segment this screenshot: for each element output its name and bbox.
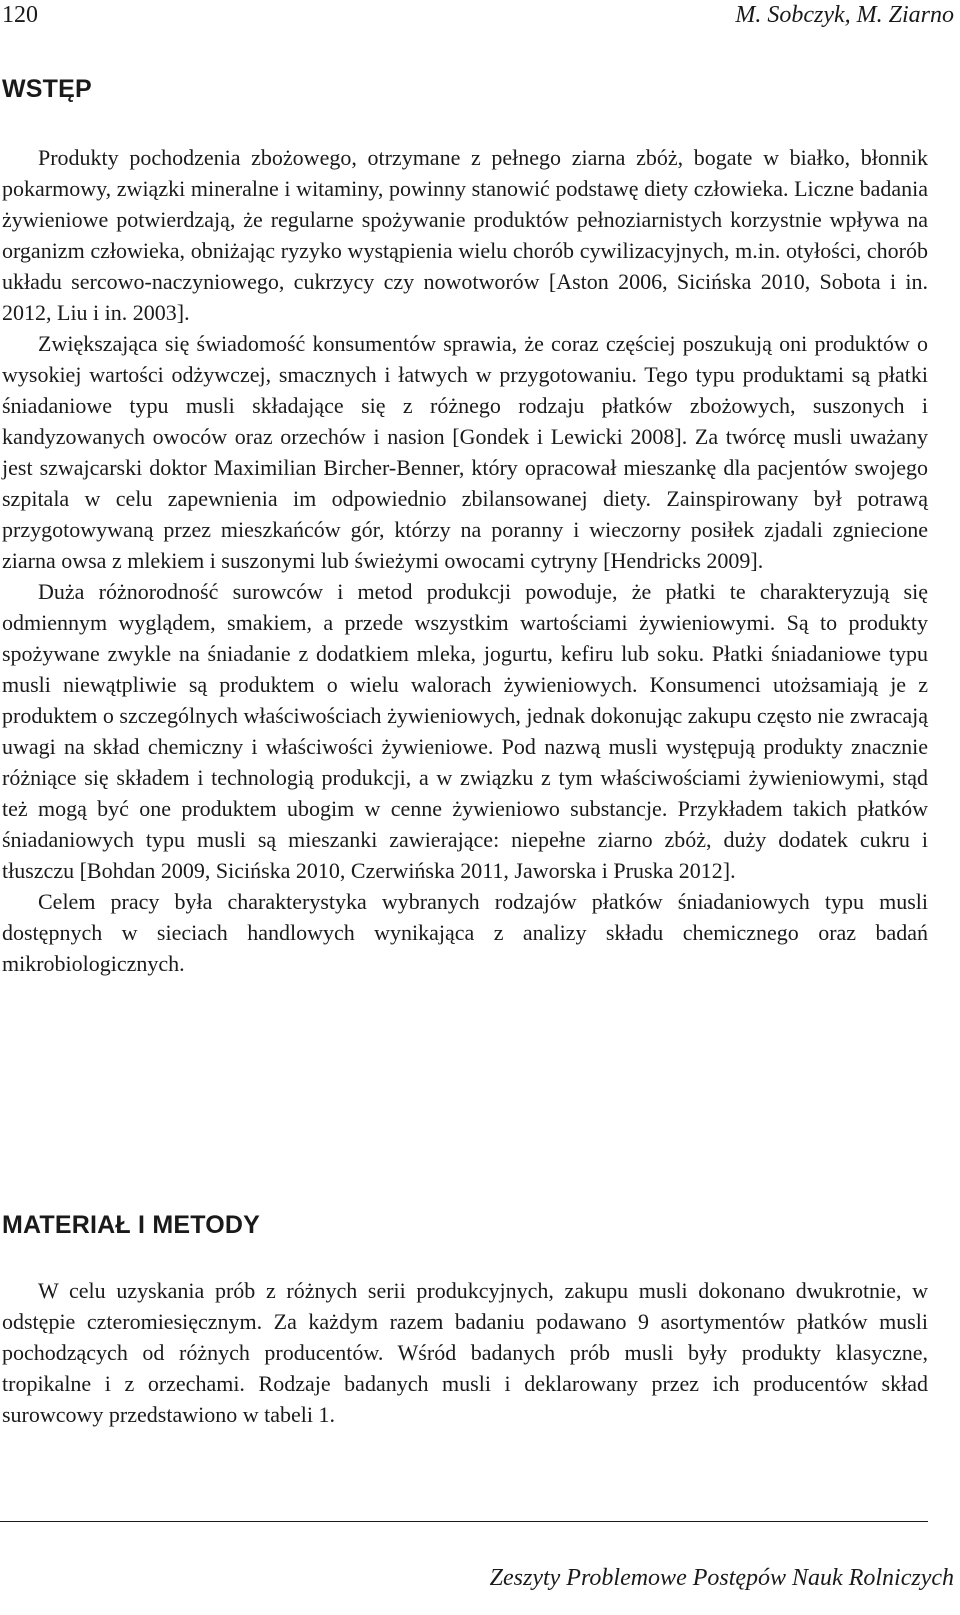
footer-journal-title: Zeszyty Problemowe Postępów Nauk Rolniczych [489, 1565, 954, 1591]
footer-divider [0, 1521, 928, 1522]
running-header-authors: M. Sobczyk, M. Ziarno [735, 2, 954, 28]
paragraph: Duża różnorodność surowców i metod produkcji powoduje, że płatki te charakteryzują się odmiennym wyglądem, smakiem, a przede wszystkim wartościami żywieniowymi. Są to produkty spożywane zwykle na śniadanie z dodatkiem mleka, jogurtu, kefiru lub soku. Płatki śniadaniowe typu musli niewątpliwie są produktem o wielu walorach żywieniowych. Konsumenci utożsamiają je z produktem o szczególnych właściwościach żywieniowych, jednak dokonując zakupu często nie zwracają uwagi na skład chemiczny i właściwości żywieniowe. Pod nazwą musli występują produkty znacznie różniące się składem i technologią produkcji, a w związku z tym właściwościami żywieniowymi, stąd też mogą być one produktem ubogim w cenne żywieniowo substancje. Przykładem takich płatków śniadaniowych typu musli są mieszanki zawierające: niepełne ziarno zbóż, duży dodatek cukru i tłuszczu [Bohdan 2009, Sicińska 2010, Czerwińska 2011, Jaworska i Pruska 2012]. [2, 579, 928, 883]
paragraph: W celu uzyskania prób z różnych serii produkcyjnych, zakupu musli dokonano dwukrotnie, w odstępie czteromiesięcznym. Za każdym razem badaniu podawano 9 asortymentów płatków musli pochodzących od różnych producentów. Wśród badanych prób musli były produkty klasyczne, tropikalne i z orzechami. Rodzaje badanych musli i deklarowany przez ich producentów skład surowcowy przedstawiono w tabeli 1. [2, 1278, 928, 1427]
paragraph: Produkty pochodzenia zbożowego, otrzymane z pełnego ziarna zbóż, bogate w białko, błonnik pokarmowy, związki mineralne i witaminy, powinny stanowić podstawę diety człowieka. Liczne badania żywieniowe potwierdzają, że regularne spożywanie produktów pełnoziarnistych korzystnie wpływa na organizm człowieka, obniżając ryzyko wystąpienia wielu chorób cywilizacyjnych, m.in. otyłości, chorób układu sercowo-naczyniowego, cukrzycy czy nowotworów [Aston 2006, Sicińska 2010, Sobota i in. 2012, Liu i in. 2003]. [2, 145, 928, 325]
paragraph: Celem pracy była charakterystyka wybranych rodzajów płatków śniadaniowych typu musli dostępnych w sieciach handlowych wynikająca z analizy składu chemicznego oraz badań mikrobiologicznych. [2, 889, 928, 976]
section-heading-material-i-metody: MATERIAŁ I METODY [2, 1211, 261, 1239]
section-body-wstep [2, 142, 928, 979]
section-heading-wstep: WSTĘP [2, 75, 92, 103]
section-body-material-i-metody [2, 1275, 928, 1430]
paragraph: Zwiększająca się świadomość konsumentów sprawia, że coraz częściej poszukują oni produktów o wysokiej wartości odżywczej, smacznych i łatwych w przygotowaniu. Tego typu produktami są płatki śniadaniowe typu musli składające się z różnego rodzaju płatków zbożowych, suszonych i kandyzowanych owoców oraz orzechów i nasion [Gondek i Lewicki 2008]. Za twórcę musli uważany jest szwajcarski doktor Maximilian Bircher-Benner, który opracował mieszankę dla pacjentów swojego szpitala w celu zapewnienia im odpowiednio zbilansowanej diety. Zainspirowany był potrawą przygotowywaną przez mieszkańców gór, którzy na poranny i wieczorny posiłek zjadali zgniecione ziarna owsa z mlekiem i suszonymi lub świeżymi owocami cytryny [Hendricks 2009]. [2, 331, 928, 573]
page-number: 120 [2, 2, 38, 28]
